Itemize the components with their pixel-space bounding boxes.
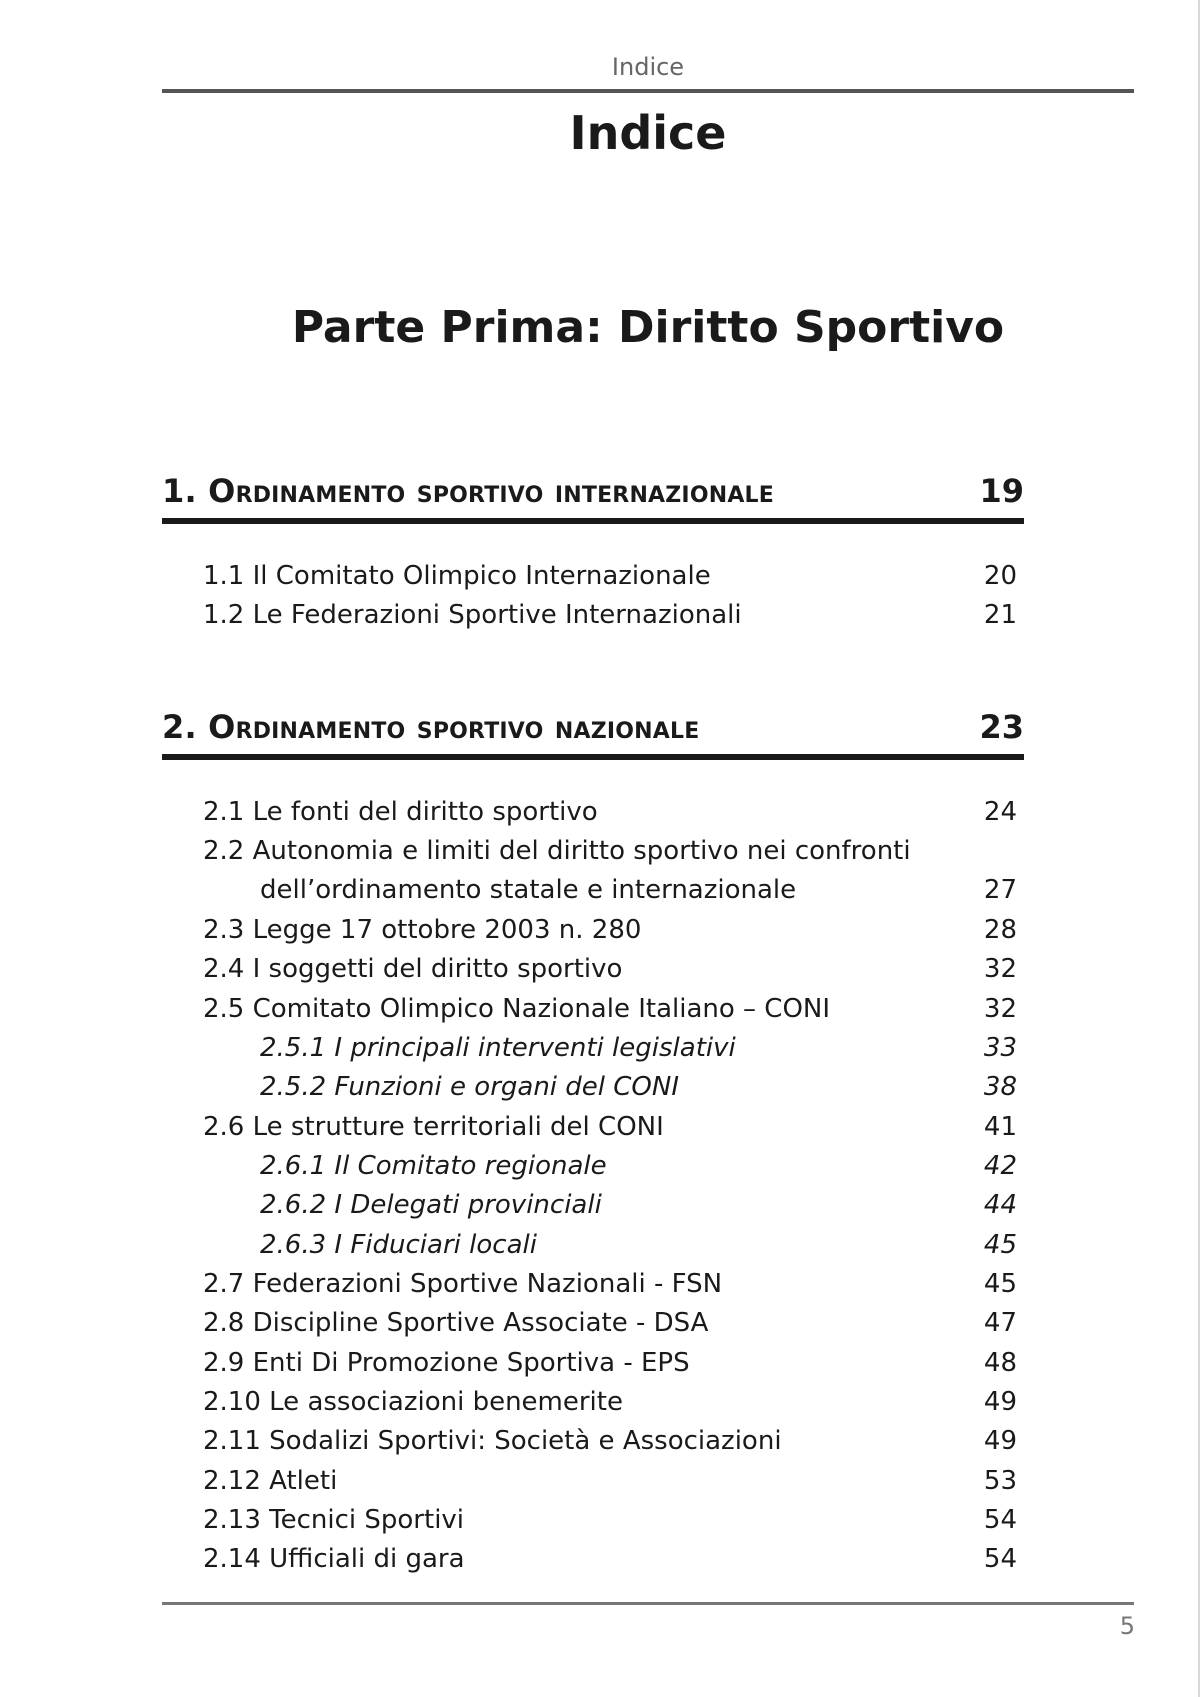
toc-entry-page: 47 xyxy=(983,1308,1017,1338)
toc-entry xyxy=(203,950,1017,989)
chapter-rule xyxy=(162,754,1024,760)
toc-entry-title: 2.6.1 Il Comitato regionale xyxy=(260,1151,607,1181)
toc-subentry xyxy=(260,1068,1017,1107)
page-number: 5 xyxy=(1119,1612,1135,1640)
toc-entry-page: 24 xyxy=(983,797,1017,827)
toc-entry-title: 2.5.1 I principali interventi legislativi xyxy=(260,1033,736,1063)
toc-entry xyxy=(203,1383,1017,1422)
toc-entry-title: 2.6.2 I Delegati provinciali xyxy=(260,1190,602,1220)
toc-entry-page: 49 xyxy=(983,1387,1017,1417)
toc-entry-title: 2.12 Atleti xyxy=(203,1466,338,1496)
toc-subentry xyxy=(260,1147,1017,1186)
toc-entry-page: 27 xyxy=(983,875,1017,905)
toc-entry xyxy=(203,793,1017,832)
chapter-heading xyxy=(162,472,1024,524)
chapter-page-number: 23 xyxy=(979,708,1024,746)
toc-entry-page: 38 xyxy=(983,1072,1017,1102)
page-title: Indice xyxy=(569,106,727,160)
toc-entry-page: 48 xyxy=(983,1348,1017,1378)
toc-entry-page: 44 xyxy=(983,1190,1017,1220)
toc-entry-title: 2.6.3 I Fiduciari locali xyxy=(260,1230,537,1260)
toc-entry xyxy=(203,1344,1017,1383)
toc-entry xyxy=(203,990,1017,1029)
toc-entry-page: 32 xyxy=(983,994,1017,1024)
toc-entry xyxy=(203,1304,1017,1343)
toc-entry xyxy=(203,1265,1017,1304)
toc-subentry xyxy=(260,1226,1017,1265)
toc-entry-title-continued: dell’ordinamento statale e internazionale xyxy=(260,875,797,905)
toc-entry-title: 2.3 Legge 17 ottobre 2003 n. 280 xyxy=(203,915,642,945)
toc-entry-page: 45 xyxy=(983,1269,1017,1299)
toc-entry-page: 54 xyxy=(983,1544,1017,1574)
toc-entry-title: 2.13 Tecnici Sportivi xyxy=(203,1505,465,1535)
toc-entry-page: 45 xyxy=(983,1230,1017,1260)
toc-entry-page: 41 xyxy=(983,1112,1017,1142)
toc-entry xyxy=(203,1540,1017,1579)
toc-entry-page: 33 xyxy=(983,1033,1017,1063)
toc-entry-title: 2.5.2 Funzioni e organi del CONI xyxy=(260,1072,680,1102)
toc-entry-title: 1.2 Le Federazioni Sportive Internazionali xyxy=(203,600,742,630)
toc-subentry xyxy=(260,1186,1017,1225)
toc-entry xyxy=(203,1462,1017,1501)
toc-entry-title: 2.5 Comitato Olimpico Nazionale Italiano – CONI xyxy=(203,994,831,1024)
toc-entry-page: 28 xyxy=(983,915,1017,945)
toc-entry-page: 32 xyxy=(983,954,1017,984)
toc-entry-page: 42 xyxy=(983,1151,1017,1181)
chapter-title: 2. Ordinamento sportivo nazionale xyxy=(162,708,700,746)
toc-entry-page: 21 xyxy=(983,600,1017,630)
chapter-page-number: 19 xyxy=(979,472,1024,510)
toc-entry xyxy=(203,1108,1017,1147)
chapter-heading xyxy=(162,708,1024,760)
toc-subentry xyxy=(260,1029,1017,1068)
toc-entry-title: 2.1 Le fonti del diritto sportivo xyxy=(203,797,598,827)
toc-entry-page: 53 xyxy=(983,1466,1017,1496)
toc-entry-title: 2.14 Ufficiali di gara xyxy=(203,1544,465,1574)
toc-entry-title: 2.11 Sodalizi Sportivi: Società e Associazioni xyxy=(203,1426,782,1456)
toc-entry xyxy=(203,911,1017,950)
toc-entry-title: 2.9 Enti Di Promozione Sportiva - EPS xyxy=(203,1348,690,1378)
toc-entry xyxy=(203,1422,1017,1461)
toc-entry xyxy=(203,832,1017,910)
toc-entry-title: 2.6 Le strutture territoriali del CONI xyxy=(203,1112,664,1142)
toc-entry xyxy=(203,596,1017,635)
header-rule xyxy=(162,89,1134,93)
toc-entry xyxy=(203,557,1017,596)
toc-entry-page: 49 xyxy=(983,1426,1017,1456)
toc-entry-title: 2.10 Le associazioni benemerite xyxy=(203,1387,623,1417)
toc-entry-title: 2.8 Discipline Sportive Associate - DSA xyxy=(203,1308,709,1338)
toc-entry-page: 54 xyxy=(983,1505,1017,1535)
toc-entry-title: 2.2 Autonomia e limiti del diritto sportivo nei confronti xyxy=(203,836,911,866)
chapter-title: 1. Ordinamento sportivo internazionale xyxy=(162,472,775,510)
footer-rule xyxy=(162,1602,1134,1605)
chapter-rule xyxy=(162,518,1024,524)
running-head: Indice xyxy=(611,53,685,81)
toc-entry xyxy=(203,1501,1017,1540)
toc-entry-title: 2.7 Federazioni Sportive Nazionali - FSN xyxy=(203,1269,723,1299)
toc-entry-title: 2.4 I soggetti del diritto sportivo xyxy=(203,954,623,984)
toc-entry-title: 1.1 Il Comitato Olimpico Internazionale xyxy=(203,561,711,591)
toc-entry-page: 20 xyxy=(983,561,1017,591)
part-title: Parte Prima: Diritto Sportivo xyxy=(291,302,1005,353)
